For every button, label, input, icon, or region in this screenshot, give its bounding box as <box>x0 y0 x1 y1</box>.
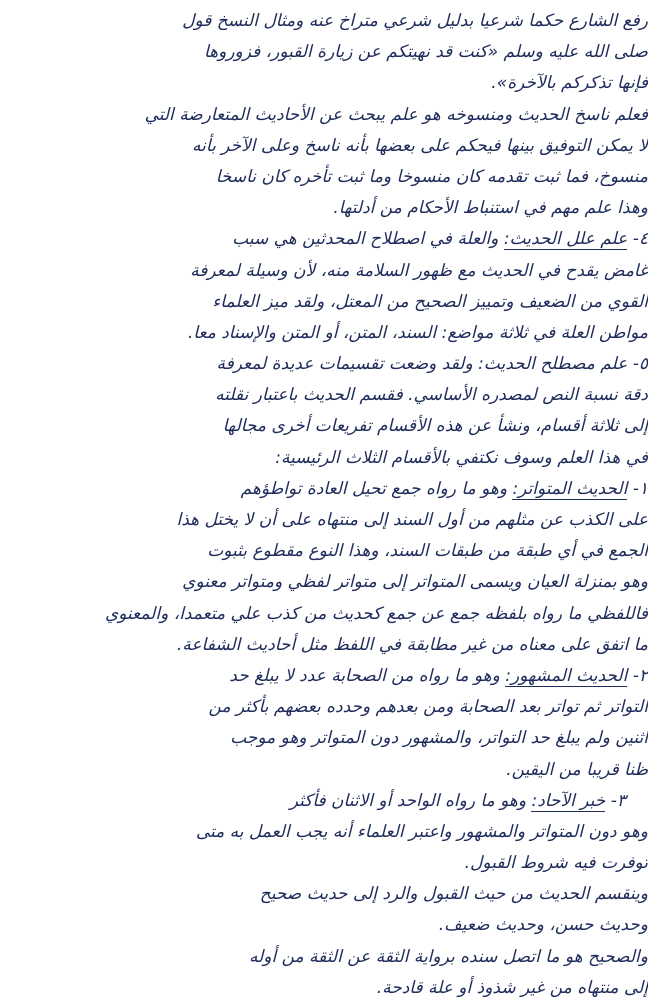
line-prefix: ٣- <box>605 790 626 811</box>
underlined-heading: خبر الآحاد: <box>531 790 606 811</box>
text-line <box>18 786 648 817</box>
underlined-heading: علم علل الحديث: <box>503 229 628 250</box>
text-line: ما اتفق على معناه من غير مطابقة في اللفظ مثل أحاديث الشفاعة. <box>176 634 648 655</box>
text-line: توفرت فيه شروط القبول. <box>464 853 648 874</box>
text-line: فعلم ناسخ الحديث ومنسوخه هو علم يبحث عن الأحاديث المتعارضة التي <box>144 104 648 125</box>
text-line: والصحيح هو ما اتصل سنده برواية الثقة عن الثقة من أوله <box>248 946 648 967</box>
line-rest: والعلة في اصطلاح المحدثين هي سبب <box>232 229 504 250</box>
line-prefix: ١- <box>627 478 648 499</box>
text-line: وينقسم الحديث من حيث القبول والرد إلى حديث صحيح <box>259 884 648 905</box>
text-line: فإنها تذكركم بالآخرة». <box>491 73 648 94</box>
text-line <box>18 474 648 505</box>
text-line: القوي من الضعيف وتمييز الصحيح من المعتل، ولقد ميز العلماء <box>212 291 648 312</box>
text-line: في هذا العلم وسوف نكتفي بالأقسام الثلاث الرئيسية: <box>275 447 648 468</box>
text-line: ظنا قريبا من اليقين. <box>506 759 648 780</box>
line-prefix: ٤- <box>627 229 648 250</box>
text-line: اثنين ولم يبلغ حد التواتر، والمشهور دون المتواتر وهو موجب <box>230 728 648 749</box>
text-line: إلى ثلاثة أقسام، ونشأ عن هذه الأقسام تفريعات أخرى مجالها <box>222 416 648 437</box>
line-rest: وهو ما رواه من الصحابة عدد لا يبلغ حد <box>229 665 506 686</box>
text-line: التواتر ثم تواتر بعد الصحابة ومن بعدهم وحدده بعضهم بأكثر من <box>208 697 648 718</box>
text-line: رفع الشارع حكما شرعيا بدليل شرعي متراخ عنه ومثال النسخ قول <box>182 11 648 31</box>
text-line: وهذا علم مهم في استنباط الأحكام من أدلتها. <box>333 198 648 219</box>
text-line: صلى الله عليه وسلم «كنت قد نهيتكم عن زيارة القبور، فزوروها <box>203 42 648 63</box>
text-line: منسوخ، فما ثبت تقدمه كان منسوخا وما ثبت تأخره كان ناسخا <box>215 166 648 187</box>
text-line: الجمع في أي طبقة من طبقات السند، وهذا النوع مقطوع بثبوت <box>207 541 648 562</box>
text-line: على الكذب عن مثلهم من أول السند إلى منتهاه على أن لا يختل هذا <box>176 510 648 530</box>
text-line <box>18 224 648 255</box>
text-line: مواطن العلة في ثلاثة مواضع: السند، المتن، أو المتن والإسناد معا. <box>187 322 648 343</box>
underlined-heading: الحديث المشهور: <box>505 665 628 686</box>
text-line: دقة نسبة النص لمصدره الأساسي. فقسم الحديث باعتبار نقلته <box>215 385 648 406</box>
text-line: غامض يقدح في الحديث مع ظهور السلامة منه، لأن وسيلة لمعرفة <box>190 260 648 281</box>
line-rest: وهو ما رواه جمع تحيل العادة تواطؤهم <box>240 478 513 499</box>
text-line <box>18 661 648 692</box>
underlined-heading: الحديث المتواتر: <box>512 478 628 499</box>
text-line: وهو بمنزلة العيان ويسمى المتواتر إلى متواتر لفظي ومتواتر معنوي <box>182 572 648 593</box>
text-line: ٥- علم مصطلح الحديث: ولقد وضعت تقسيمات عديدة لمعرفة <box>216 354 648 375</box>
text-line: وحديث حسن، وحديث ضعيف. <box>438 915 648 936</box>
line-prefix: ٢- <box>627 665 648 686</box>
line-rest: وهو ما رواه الواحد أو الاثنان فأكثر <box>289 790 532 811</box>
text-line: لا يمكن التوفيق بينها فيحكم على بعضها بأنه ناسخ وعلى الآخر بأنه <box>192 135 648 156</box>
text-line: إلى منتهاه من غير شذوذ أو علة قادحة. <box>376 977 648 998</box>
text-line: فاللفظي ما رواه بلفظه جمع عن جمع كحديث من كذب علي متعمدا، والمعنوي <box>104 603 648 624</box>
text-line: وهو دون المتواتر والمشهور واعتبر العلماء أنه يجب العمل به متى <box>195 821 648 842</box>
